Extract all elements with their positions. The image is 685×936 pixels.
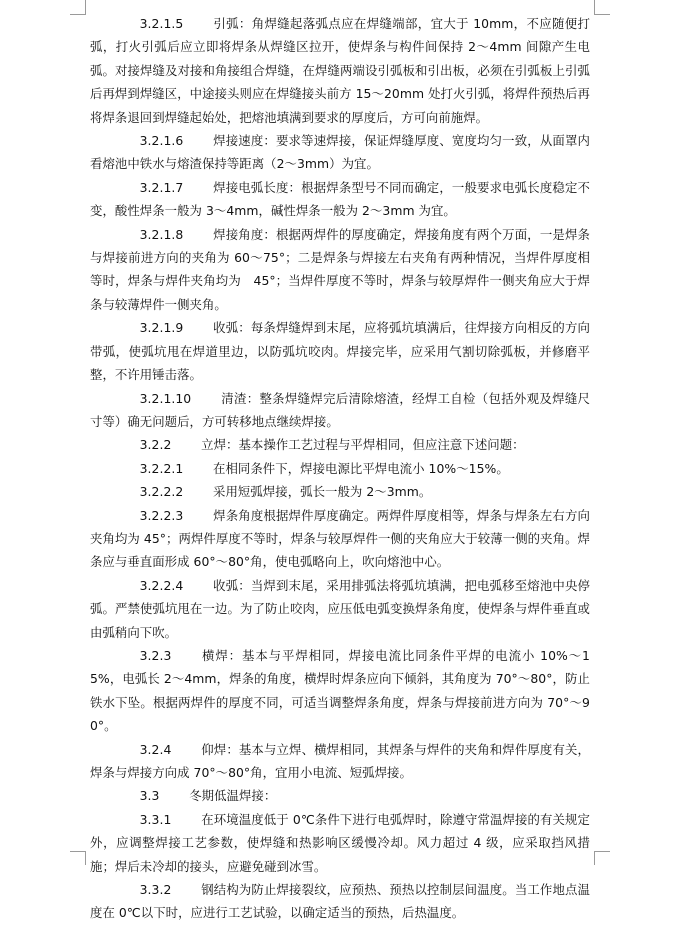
paragraph-text: 收弧：当焊到末尾，采用排弧法将弧坑填满，把电弧移至熔池中央停弧。严禁使弧坑甩在一边。为了防止咬肉，应压低电弧变换焊条角度，使焊条与焊件垂直或由弧稍向下吹。: [90, 577, 590, 640]
paragraph: [90, 808, 590, 878]
paragraph: [90, 504, 590, 574]
paragraph: [90, 129, 590, 176]
paragraph: [90, 176, 590, 223]
crop-mark: [594, 851, 610, 852]
section-number: 3.2.2.1: [139, 460, 184, 476]
paragraph: [90, 480, 590, 503]
paragraph-text: 焊条角度根据焊件厚度确定。两焊件厚度相等，焊条与焊条左右方向夹角均为 45°；两焊件厚度不等时，焊条与较厚焊件一侧的夹角应大于较薄一侧的夹角。焊条应与垂直面形成 60°～80°角，使电弧略向上，吹向熔池中心。: [90, 507, 590, 570]
paragraph-text: 立焊：基本操作工艺过程与平焊相同，但应注意下述问题：: [201, 437, 525, 453]
paragraph: [90, 644, 590, 738]
paragraph-text: 仰焊：基本与立焊、横焊相同，其焊条与焊件的夹角和焊件厚度有关，焊条与焊接方向成 70°～80°角，宜用小电流、短弧焊接。: [90, 741, 590, 780]
crop-mark: [594, 851, 595, 865]
paragraph: [90, 738, 590, 785]
crop-mark: [70, 14, 86, 15]
paragraph: [90, 433, 590, 456]
section-number: 3.2.2.3: [139, 507, 184, 523]
paragraph-text: 横焊：基本与平焊相同，焊接电流比同条件平焊的电流小 10%～15%，电弧长 2～4mm，焊条的角度，横焊时焊条应向下倾斜，其角度为 70°～80°，防止铁水下坠。根据两焊件的厚度不同，可适当调整焊条角度，焊条与焊接前进方向为 70°～90°。: [90, 647, 590, 734]
paragraph-text: 冬期低温焊接：: [189, 788, 277, 804]
paragraph-text: 采用短弧焊接，弧长一般为 2～3mm。: [213, 484, 432, 500]
paragraph: [90, 574, 590, 644]
section-number: 3.2.1.10: [139, 390, 192, 406]
crop-mark: [85, 851, 86, 865]
paragraph-text: 钢结构为防止焊接裂纹，应预热、预热以控制层间温度。当工作地点温度在 0℃以下时，应进行工艺试验，以确定适当的预热，后热温度。: [90, 882, 590, 921]
section-number: 3.2.1.6: [139, 133, 184, 149]
crop-mark: [594, 0, 595, 14]
section-number: 3.3: [139, 788, 160, 804]
crop-mark: [594, 14, 610, 15]
section-number: 3.2.1.7: [139, 179, 184, 195]
crop-mark: [85, 0, 86, 14]
paragraph: [90, 387, 590, 434]
paragraph-text: 焊接角度：根据两焊件的厚度确定，焊接角度有两个万面，一是焊条与焊接前进方向的夹角为 60～75°；二是焊条与焊接左右夹角有两种情况，当焊件厚度相等时，焊条与焊件夹角均为 45°；当焊件厚度不等时，焊条与较厚焊件一侧夹角应大于焊条与较薄焊件一侧夹角。: [90, 226, 590, 312]
paragraph: [90, 784, 590, 807]
section-number: 3.2.3: [139, 647, 172, 663]
section-number: 3.2.4: [139, 741, 172, 757]
paragraph: [90, 223, 590, 317]
paragraph: [90, 878, 590, 925]
paragraph-text: 引弧：角焊缝起落弧点应在焊缝端部，宜大于 10mm，不应随便打弧，打火引弧后应立即将焊条从焊缝区拉开，使焊条与构件间保持 2～4mm 间隙产生电弧。对接焊缝及对接和角接组合焊缝，在焊缝两端设引弧板和引出板，必须在引弧板上引弧后再焊到焊缝区，中途接头则应在焊缝接头前方 15～20mm 处打火引弧，将焊件预热后再将焊条退回到焊缝起始处，把熔池填满到要求的厚度后，方可向前施焊。: [90, 16, 590, 125]
section-number: 3.2.1.5: [139, 16, 184, 31]
section-number: 3.3.2: [139, 882, 172, 898]
section-number: 3.2.2.2: [139, 484, 184, 500]
section-number: 3.2.1.8: [139, 226, 184, 242]
paragraph-text: 清渣：整条焊缝焊完后清除熔渣，经焊工自检（包括外观及焊缝尺寸等）确无问题后，方可转移地点继续焊接。: [90, 390, 590, 429]
paragraph: [90, 457, 590, 480]
section-number: 3.2.1.9: [139, 320, 184, 336]
document-body: [90, 12, 590, 925]
section-number: 3.3.1: [139, 811, 172, 827]
paragraph-text: 在环境温度低于 0℃条件下进行电弧焊时，除遵守常温焊接的有关规定外，应调整焊接工艺参数，使焊缝和热影响区缓慢冷却。风力超过 4 级，应采取挡风措施；焊后未冷却的接头，应避免碰到冰雪。: [90, 811, 590, 874]
paragraph: [90, 12, 590, 129]
paragraph-text: 焊接电弧长度：根据焊条型号不同而确定，一般要求电弧长度稳定不变，酸性焊条一般为 3～4mm，碱性焊条一般为 2～3mm 为宜。: [90, 179, 590, 219]
paragraph: [90, 316, 590, 386]
crop-mark: [70, 851, 86, 852]
paragraph-text: 在相同条件下，焊接电源比平焊电流小 10%～15%。: [213, 460, 509, 476]
section-number: 3.2.2.4: [139, 577, 184, 593]
paragraph-text: 收弧：每条焊缝焊到末尾，应将弧坑填满后，往焊接方向相反的方向带弧，使弧坑甩在焊道里边，以防弧坑咬肉。焊接完毕，应采用气割切除弧板，并修磨平整，不许用锤击落。: [90, 320, 590, 383]
section-number: 3.2.2: [139, 437, 172, 453]
paragraph-text: 焊接速度：要求等速焊接，保证焊缝厚度、宽度均匀一致，从面罩内看熔池中铁水与熔渣保持等距离（2～3mm）为宜。: [90, 133, 590, 172]
